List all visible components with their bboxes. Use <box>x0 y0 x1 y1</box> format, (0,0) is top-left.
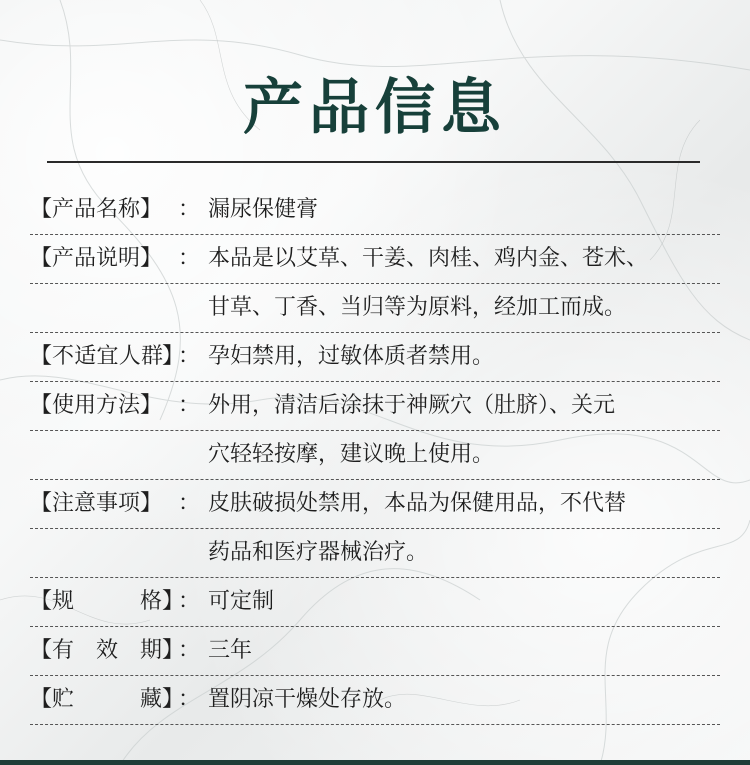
info-row-precautions <box>30 480 720 578</box>
colon: ： <box>177 491 200 516</box>
colon: ： <box>177 344 200 369</box>
value-line: 皮肤破损处禁用，本品为保健用品，不代替 <box>30 480 720 529</box>
value-line: 置阴凉干燥处存放。 <box>30 676 720 725</box>
value-line: 可定制 <box>30 578 720 627</box>
value-line: 孕妇禁用，过敏体质者禁用。 <box>30 333 720 382</box>
row-label: 【有效期】 <box>30 638 185 663</box>
colon: ： <box>177 246 200 271</box>
bottom-band <box>0 760 750 765</box>
info-table <box>30 186 720 725</box>
value-line: 穴轻轻按摩，建议晚上使用。 <box>30 431 720 480</box>
value-line: 本品是以艾草、干姜、肉桂、鸡内金、苍术、 <box>30 235 720 284</box>
row-label: 【规格】 <box>30 589 185 614</box>
row-label: 【贮藏】 <box>30 687 185 712</box>
value-line: 甘草、丁香、当归等为原料，经加工而成。 <box>30 284 720 333</box>
colon: ： <box>177 687 200 712</box>
info-row-shelf-life <box>30 627 720 676</box>
row-value <box>204 235 720 333</box>
info-row-usage <box>30 382 720 480</box>
row-label: 【使用方法】 <box>30 393 163 418</box>
info-row-unsuitable <box>30 333 720 382</box>
colon: ： <box>177 393 200 418</box>
value-line: 漏尿保健膏 <box>30 186 720 235</box>
row-value <box>204 186 720 235</box>
info-row-description <box>30 235 720 333</box>
title-divider <box>47 161 700 163</box>
row-value <box>204 480 720 578</box>
row-value <box>204 382 720 480</box>
row-value <box>204 627 720 676</box>
colon: ： <box>177 197 200 222</box>
row-label: 【注意事项】 <box>30 491 163 516</box>
colon: ： <box>177 589 200 614</box>
info-row-name <box>30 186 720 235</box>
value-line: 外用，清洁后涂抹于神厥穴（肚脐）、关元 <box>30 382 720 431</box>
page-title: 产品信息 <box>243 73 507 143</box>
info-row-spec <box>30 578 720 627</box>
row-value <box>204 333 720 382</box>
row-label: 【产品说明】 <box>30 246 163 271</box>
row-value <box>204 676 720 725</box>
value-line: 三年 <box>30 627 720 676</box>
colon: ： <box>177 638 200 663</box>
info-row-storage <box>30 676 720 725</box>
row-value <box>204 578 720 627</box>
row-label: 【不适宜人群】 <box>30 344 185 369</box>
value-line: 药品和医疗器械治疗。 <box>30 529 720 578</box>
row-label: 【产品名称】 <box>30 197 163 222</box>
